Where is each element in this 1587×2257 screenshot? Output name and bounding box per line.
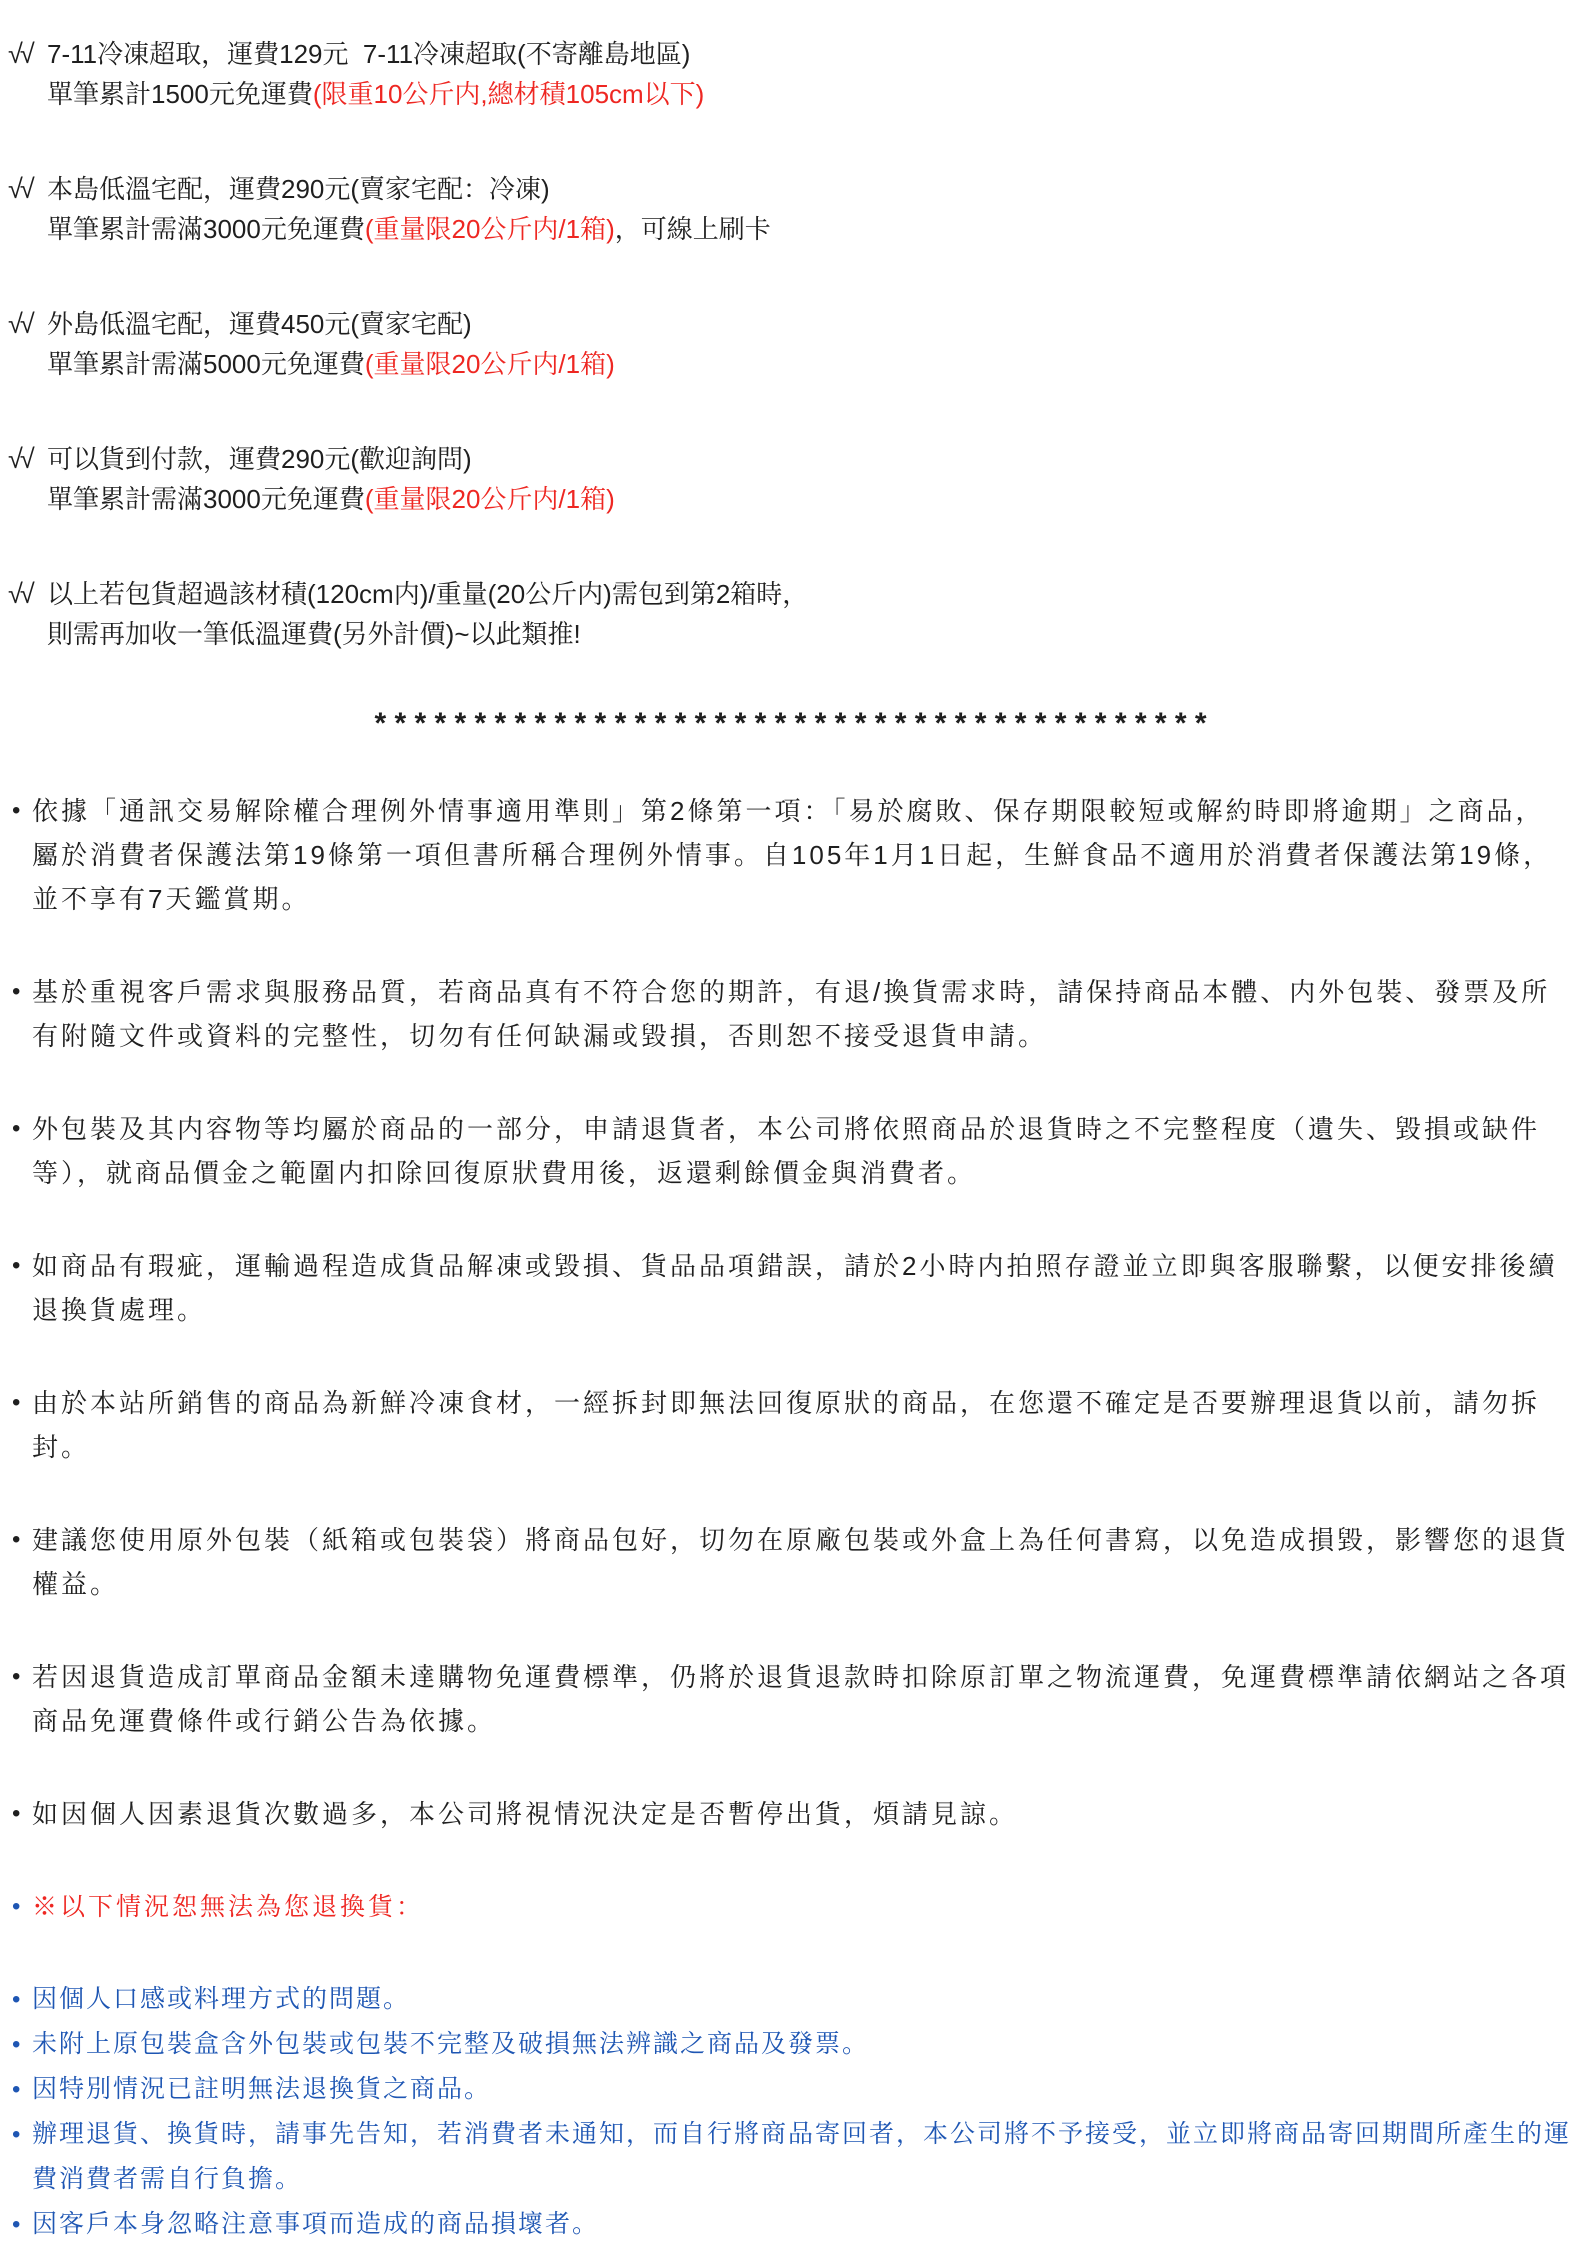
- shipping-item-lines: [47, 34, 1573, 114]
- text-segment-red: (重量限20公斤内/1箱): [364, 349, 615, 379]
- no-return-item-text: 因個人口感或料理方式的問題。: [32, 1985, 411, 2013]
- shipping-item: [8, 574, 1573, 654]
- bullet-icon: •: [12, 1893, 21, 1920]
- policy-item: [8, 789, 1573, 921]
- shipping-line-1: 本島低溫宅配，運費290元(賣家宅配：冷凍): [47, 174, 550, 204]
- text-segment: 單筆累計需滿5000元免運費: [47, 349, 365, 379]
- shipping-line-2: [47, 209, 1573, 249]
- shipping-line-1: 可以貨到付款，運費290元(歡迎詢問): [47, 444, 472, 474]
- no-return-item: [8, 2022, 1573, 2067]
- bullet-icon: •: [12, 2031, 21, 2058]
- policy-text: 如商品有瑕疵，運輸過程造成貨品解凍或毀損、貨品品項錯誤，請於2小時内拍照存證並立即與客服聯繫，以便安排後續退換貨處理。: [32, 1251, 1558, 1325]
- policy-text: 建議您使用原外包裝（紙箱或包裝袋）將商品包好，切勿在原廠包裝或外盒上為任何書寫，以免造成損毀，影響您的退貨權益。: [32, 1525, 1570, 1599]
- policy-text: 由於本站所銷售的商品為新鮮冷凍食材，一經拆封即無法回復原狀的商品，在您還不確定是否要辦理退貨以前，請勿拆封。: [32, 1388, 1541, 1462]
- no-return-notice-text: ※以下情況恕無法為您退換貨：: [32, 1893, 425, 1921]
- text-segment-red: (限重10公斤内,總材積105cm以下): [312, 79, 705, 109]
- double-check-icon: √√: [8, 579, 32, 609]
- policy-item: [8, 1107, 1573, 1195]
- policy-item: [8, 1244, 1573, 1332]
- policy-item: [8, 970, 1573, 1058]
- policy-text: 如因個人因素退貨次數過多，本公司將視情況決定是否暫停出貨，煩請見諒。: [32, 1799, 1019, 1829]
- double-check-icon: √√: [8, 309, 32, 339]
- double-check-icon: √√: [8, 174, 32, 204]
- policy-item: [8, 1655, 1573, 1743]
- bullet-icon: •: [12, 2076, 21, 2103]
- policy-text: 依據「通訊交易解除權合理例外情事適用準則」第2條第一項：「易於腐敗、保存期限較短或解約時即將逾期」之商品，屬於消費者保護法第19條第一項但書所稱合理例外情事。自105年1月1日起，生鮮食品不適用於消費者保護法第19條，並不享有7天鑑賞期。: [32, 796, 1553, 914]
- bullet-icon: •: [12, 1526, 21, 1553]
- no-return-item-text: 辦理退貨、換貨時，請事先告知，若消費者未通知，而自行將商品寄回者，本公司將不予接受，並立即將商品寄回期間所產生的運費消費者需自行負擔。: [32, 2120, 1572, 2193]
- text-segment-red: (重量限20公斤内/1箱): [364, 484, 615, 514]
- policy-item: [8, 1381, 1573, 1469]
- policy-text: 外包裝及其内容物等均屬於商品的一部分，申請退貨者，本公司將依照商品於退貨時之不完整程度（遺失、毀損或缺件等），就商品價金之範圍内扣除回復原狀費用後，返還剩餘價金與消費者。: [32, 1114, 1541, 1188]
- shipping-line-1: 外島低溫宅配，運費450元(賣家宅配): [47, 309, 472, 339]
- no-return-item-text: 因特別情況已註明無法退換貨之商品。: [32, 2075, 492, 2103]
- text-segment: 單筆累計需滿3000元免運費: [47, 484, 365, 514]
- no-return-list: [8, 1977, 1573, 2247]
- bullet-icon: •: [12, 1115, 21, 1142]
- double-check-icon: √√: [8, 39, 32, 69]
- bullet-icon: •: [12, 2211, 21, 2238]
- shipping-line-1: 以上若包貨超過該材積(120cm内)/重量(20公斤内)需包到第2箱時，: [47, 579, 809, 609]
- shipping-line-1: 7-11冷凍超取，運費129元 7-11冷凍超取(不寄離島地區): [47, 39, 691, 69]
- shipping-item: [8, 439, 1573, 519]
- shipping-line-2: [47, 74, 1573, 114]
- no-return-item: [8, 2112, 1573, 2202]
- bullet-icon: •: [12, 1800, 21, 1827]
- shipping-item-lines: [47, 439, 1573, 519]
- shipping-item: [8, 169, 1573, 249]
- double-check-icon: √√: [8, 444, 32, 474]
- shipping-item: [8, 304, 1573, 384]
- bullet-icon: •: [12, 1986, 21, 2013]
- bullet-icon: •: [12, 1389, 21, 1416]
- no-return-item-text: 因客戶本身忽略注意事項而造成的商品損壞者。: [32, 2210, 600, 2238]
- no-return-item-text: 未附上原包裝盒含外包裝或包裝不完整及破損無法辨識之商品及發票。: [32, 2030, 870, 2058]
- no-return-item: [8, 2202, 1573, 2247]
- bullet-icon: •: [12, 1252, 21, 1279]
- policy-text: 基於重視客戶需求與服務品質，若商品真有不符合您的期許，有退/換貨需求時，請保持商品本體、内外包裝、發票及所有附隨文件或資料的完整性，切勿有任何缺漏或毀損，否則恕不接受退貨申請。: [32, 977, 1551, 1051]
- bullet-icon: •: [12, 978, 21, 1005]
- policy-item: [8, 1792, 1573, 1836]
- bullet-icon: •: [12, 1663, 21, 1690]
- no-return-item: [8, 1977, 1573, 2022]
- text-segment: ，可線上刷卡: [614, 214, 771, 244]
- shipping-item: [8, 34, 1573, 114]
- policy-list: [8, 789, 1573, 1836]
- text-segment: 單筆累計1500元免運費: [47, 79, 313, 109]
- asterisk-separator: * * * * * * * * * * * * * * * * * * * * * * * * * * * * * * * * * * * * * * * * * *: [374, 707, 1207, 740]
- text-segment: 則需再加收一筆低溫運費(另外計價)~以此類推!: [47, 619, 581, 649]
- shipping-line-2: [47, 344, 1573, 384]
- text-segment: 單筆累計需滿3000元免運費: [47, 214, 365, 244]
- bullet-icon: •: [12, 797, 21, 824]
- shipping-line-2: [47, 479, 1573, 519]
- shipping-line-2: [47, 614, 1573, 654]
- no-return-item: [8, 2067, 1573, 2112]
- shipping-section: [8, 34, 1573, 654]
- policy-item: [8, 1518, 1573, 1606]
- text-segment-red: (重量限20公斤内/1箱): [364, 214, 615, 244]
- shipping-item-lines: [47, 574, 1573, 654]
- bullet-icon: •: [12, 2121, 21, 2148]
- no-return-notice: [8, 1885, 1573, 1929]
- shipping-item-lines: [47, 169, 1573, 249]
- policy-text: 若因退貨造成訂單商品金額未達購物免運費標準，仍將於退貨退款時扣除原訂單之物流運費，免運費標準請依網站之各項商品免運費條件或行銷公告為依據。: [32, 1662, 1570, 1736]
- shipping-item-lines: [47, 304, 1573, 384]
